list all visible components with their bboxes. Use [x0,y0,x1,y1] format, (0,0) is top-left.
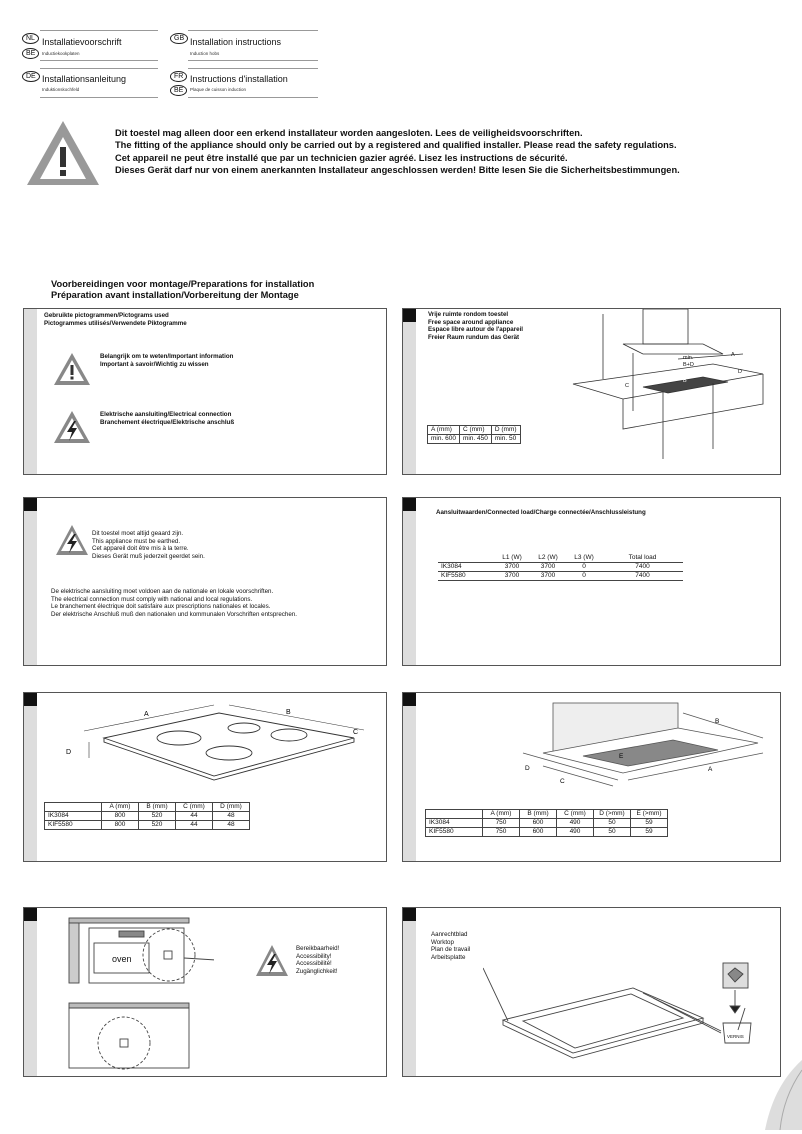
subtitle-nl: Inductiekookplaten [42,51,80,56]
worktop-sealing-diagram [483,958,773,1073]
lang-badge-gb: GB [170,33,188,44]
regulations-text: De elektrische aansluiting moet voldoen aan de nationale en lokale voorschriften. The electrical connection must comply with national and local regulations. Le branchement électrique doit satisfaire aux prescriptions nationales et locales. Der elektrische Anschluß muß den nationalen und kommunalen Vorschriften entsprechen. [51,588,297,618]
electrical-warning-icon [52,409,92,445]
subtitle-fr: Plaque de cuisson induction [190,87,247,92]
pictograms-heading: Gebruikte pictogrammen/Pictograms used Pictogrammes utilisés/Verwendete Piktogramme [44,312,187,327]
label-bd: B+D [683,362,694,368]
cut-label-c: C [560,778,565,785]
warning-line-en: The fitting of the appliance should only be carried out by a registered and qualified installer. Please read the safety regulations. [115,140,677,151]
warning-line-nl: Dit toestel mag alleen door een erkend installateur worden aangesloten. Lees de veiligheidsvoorschriften. [115,128,583,138]
lang-badge-fr: FR [170,71,187,82]
page-curl-decoration [760,1060,802,1130]
dim-label-c: C [353,729,359,736]
cut-label-e: E [619,753,624,760]
table-row: IK3084 800 520 44 48 [45,812,250,821]
info-text: Belangrijk om te weten/Important information Important à savoir/Wichtig zu wissen [100,353,234,368]
lang-badge-be-2: BE [170,85,187,96]
label-a: A [731,352,735,358]
earthing-text: Dit toestel moet altijd geaard zijn. This appliance must be earthed. Cet appareil doit être mis à la terre. Dieses Gerät muß jederzeit geerdet sein. [92,530,205,560]
panel-accessibility [23,907,387,1077]
label-min: min. [683,355,694,361]
title-fr: Instructions d'installation [190,74,288,84]
dim-label-a: A [144,711,149,718]
clearance-table: A (mm) C (mm) D (mm) min. 600 min. 450 min. 50 [427,425,521,444]
connected-load-table: L1 (W) L2 (W) L3 (W) Total load IK3084 3700 3700 0 7400 KIF5580 3700 3700 0 7400 [438,554,683,581]
cut-label-d: D [525,765,530,772]
panel-pictograms [23,308,387,475]
hob-dimensions-table: A (mm) B (mm) C (mm) D (mm) IK3084 800 520 44 48 KIF5580 800 520 44 48 [44,802,250,830]
panel-earthing [23,497,387,666]
access-electrical-icon [254,943,290,979]
kitchen-clearance-diagram [563,309,778,472]
panel-hob-dimensions [23,692,387,862]
title-nl: Installatievoorschrift [42,37,122,47]
section-title-1: Voorbereidingen voor montage/Preparations for installation [51,279,315,289]
worktop-text: Aanrechtblad Worktop Plan de travail Arbeitsplatte [431,931,471,961]
panel-connected-load [402,497,781,666]
connected-load-title: Aansluitwaarden/Connected load/Charge connectée/Anschlussleistung [436,509,646,516]
panel-cutout-dimensions [402,692,781,862]
free-space-text: Vrije ruimte rondom toestel Free space around appliance Espace libre autour de l'appareil Freier Raum rundum das Gerät [428,311,524,341]
lang-badge-de: DE [22,71,40,82]
electrical-icon [54,523,90,557]
label-c: C [625,383,629,389]
subtitle-de: Induktionskochfeld [42,87,80,92]
table-row: KIF5580 750 600 490 50 59 [426,828,668,837]
title-de: Installationsanleitung [42,74,127,84]
panel-worktop [402,907,781,1077]
dim-label-d: D [66,749,72,756]
table-row: IK3084 3700 3700 0 7400 [438,563,683,572]
title-gb: Installation instructions [190,37,282,47]
electrical-text: Elektrische aansluiting/Electrical connection Branchement électrique/Elektrische anschluß [100,411,235,426]
accessibility-text: Bereikbaarheid! Accessibility! Accessibilité! Zugänglichkeit! [296,945,340,975]
warning-icon [23,117,103,189]
lang-badge-nl: NL [22,33,39,44]
section-title [51,279,314,301]
lang-badge-be: BE [22,48,39,59]
hob-dimension-diagram [64,698,364,793]
cutout-diagram [513,698,773,793]
table-row: KIF5580 3700 3700 0 7400 [438,572,683,581]
warning-line-fr: Cet appareil ne peut être installé que par un technicien gazier agréé. Lisez les instructions de sécurité. [115,152,568,163]
cut-label-b: B [715,718,720,725]
cutout-dimensions-table: A (mm) B (mm) C (mm) D (>mm) E (>mm) IK3084 750 600 490 50 59 KIF5580 750 600 490 50 59 [425,809,668,837]
cut-label-a: A [708,766,713,773]
warning-line-de: Dieses Gerät darf nur von einem anerkannten Installateur angeschlossen werden! Bitte lesen Sie die Sicherheitsbestimmungen. [115,165,680,176]
panel-free-space [402,308,781,475]
section-title-2: Préparation avant installation/Vorbereitung der Montage [51,290,299,300]
table-row: IK3084 750 600 490 50 59 [426,819,668,828]
subtitle-gb: Induction hobs [190,51,220,56]
oven-accessibility-diagram [64,913,214,1073]
label-b: B [683,378,687,384]
label-d: D [738,369,742,375]
oven-label: oven [112,954,132,964]
dim-label-b: B [286,709,291,716]
warning-text [115,127,680,177]
vernis-label: VERNIS [727,1034,744,1039]
table-row: KIF5580 800 520 44 48 [45,821,250,830]
info-warning-icon [52,351,92,387]
